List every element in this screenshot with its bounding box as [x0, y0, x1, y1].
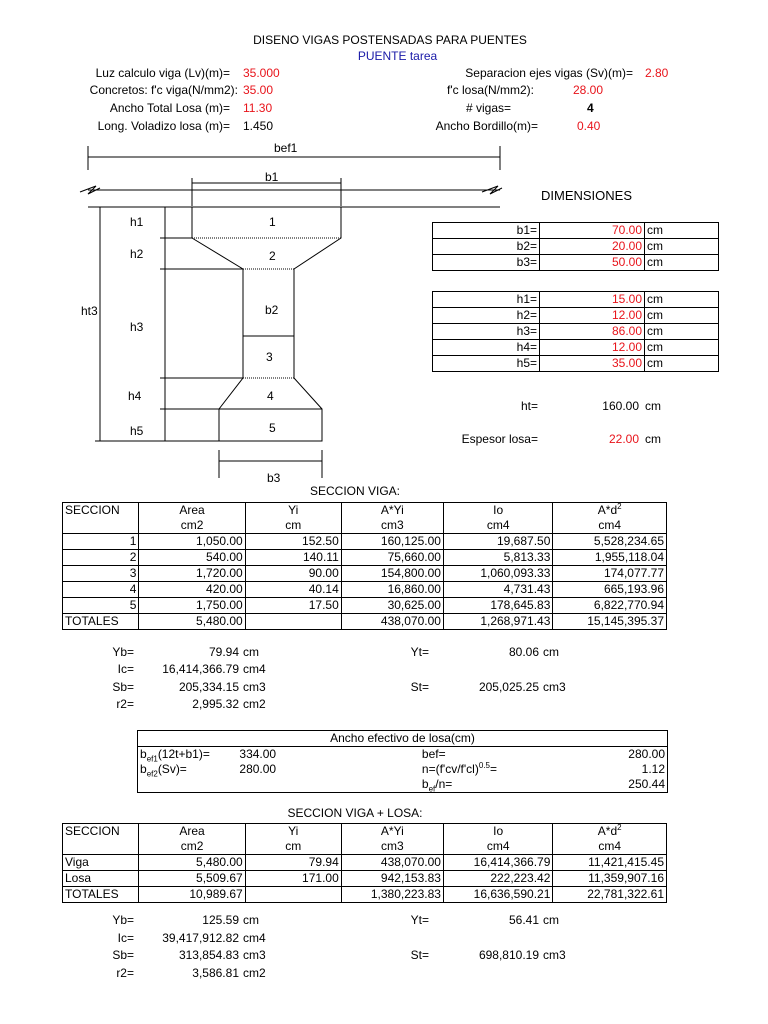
section-5-label: 5	[269, 421, 276, 435]
column-header: Area	[139, 503, 245, 519]
sv-yb-value: 79.94	[208, 645, 239, 659]
sv-ic-value: 16,414,366.79	[162, 662, 239, 676]
dim-h-value: 86.00	[540, 324, 645, 340]
dim-b-row	[433, 223, 719, 239]
dim-b-label: b1=	[433, 223, 540, 239]
fc-viga-value: 35.00	[243, 83, 274, 97]
bef1-formula: $b_{ef1}(12t+b1)=$	[138, 747, 238, 763]
table-cell: 1,050.00	[139, 534, 245, 550]
sv-st-label: St=	[410, 680, 429, 694]
svl-sb-label: Sb=	[112, 948, 134, 962]
table-cell: 90.00	[245, 566, 341, 582]
svl-ic-unit: cm4	[243, 931, 266, 945]
sv-value: 2.80	[645, 66, 669, 80]
table-cell: 174,077.77	[553, 566, 667, 582]
dim-b-row	[433, 239, 719, 255]
bef-value: 280.00	[580, 747, 668, 763]
table-cell: 5,528,234.65	[553, 534, 667, 550]
bef2-value: 280.00	[239, 762, 277, 776]
table-cell: 2	[63, 550, 139, 566]
totals-cell: 438,070.00	[341, 614, 443, 630]
svl-st-label: St=	[410, 948, 429, 962]
espesor-label: Espesor losa=	[461, 432, 538, 446]
b1-label: b1	[265, 170, 279, 184]
column-header: $A*d^2$	[553, 824, 667, 840]
totals-row	[63, 614, 667, 630]
totals-cell: 15,145,395.37	[553, 614, 667, 630]
section-3-label: 3	[266, 350, 273, 364]
table-row	[63, 582, 667, 598]
totals-row	[63, 887, 667, 903]
seccion-viga-table	[62, 502, 667, 630]
h3-label: h3	[130, 320, 144, 334]
dim-h-value: 35.00	[540, 356, 645, 372]
column-header: $A*d^2$	[553, 503, 667, 519]
table-cell: 178,645.83	[443, 598, 552, 614]
dim-h-unit: cm	[645, 340, 719, 356]
svl-st-value: 698,810.19	[478, 948, 539, 962]
seccion-viga-title: SECCION VIGA:	[309, 484, 401, 498]
svl-yt-unit: cm	[543, 913, 559, 927]
dim-h-unit: cm	[645, 308, 719, 324]
column-header: A*Yi	[341, 503, 443, 519]
sv-yt-unit: cm	[543, 645, 559, 659]
svl-ic-value: 39,417,912.82	[162, 931, 239, 945]
totals-cell: 1,268,971.43	[443, 614, 552, 630]
fc-viga-label: Concretos: f'c viga(N/mm2):	[89, 83, 238, 97]
ancho-efectivo-title: Ancho efectivo de losa(cm)	[138, 731, 668, 747]
table-cell: 942,153.83	[341, 871, 443, 887]
dim-h-unit: cm	[645, 324, 719, 340]
dim-h-row	[433, 324, 719, 340]
svl-sb-value: 313,854.83	[178, 948, 239, 962]
sv-ic-label: Ic=	[117, 662, 134, 676]
table-cell: 171.00	[245, 871, 341, 887]
dim-h-value: 12.00	[540, 308, 645, 324]
section-1-label: 1	[269, 215, 276, 229]
bef1-formula-label: (12t+b1)=	[157, 747, 210, 761]
table-cell: 665,193.96	[553, 582, 667, 598]
n-formula: $n=(f'cv/f'cl)^{0.5}=$	[421, 761, 497, 776]
dim-b-value: 20.00	[540, 239, 645, 255]
svl-sb-unit: cm3	[243, 948, 266, 962]
b2-label: b2	[265, 303, 279, 317]
column-header: Yi	[245, 503, 341, 519]
totals-cell: TOTALES	[63, 887, 139, 903]
totals-cell: 16,636,590.21	[443, 887, 552, 903]
svl-yb-value: 125.59	[202, 913, 239, 927]
ancho-value: 11.30	[243, 101, 273, 115]
column-unit: cm4	[443, 518, 552, 534]
sv-sb-value: 205,334.15	[178, 680, 239, 694]
totals-cell: 10,989.67	[139, 887, 245, 903]
column-unit: cm2	[139, 839, 245, 855]
totals-cell	[245, 614, 341, 630]
sv-yt-value: 80.06	[508, 645, 539, 659]
table-cell: 40.14	[245, 582, 341, 598]
luz-value: 35.000	[243, 66, 280, 80]
table-cell: 1,750.00	[139, 598, 245, 614]
table-row	[63, 855, 667, 871]
column-unit: cm2	[139, 518, 245, 534]
dim-h-label: h4=	[433, 340, 540, 356]
ht-unit: cm	[645, 399, 661, 413]
column-unit: cm4	[553, 839, 667, 855]
ancho-label: Ancho Total Losa (m)=	[109, 101, 230, 115]
table-cell: 5,509.67	[139, 871, 245, 887]
dim-b-unit: cm	[645, 255, 719, 271]
column-header: SECCION	[63, 503, 139, 519]
table-cell: 75,660.00	[341, 550, 443, 566]
dim-h-label: h3=	[433, 324, 540, 340]
table-row	[63, 566, 667, 582]
n-formula-label: n=(f'cv/f'cl)	[421, 762, 479, 776]
dim-h-row	[433, 308, 719, 324]
table-cell: 160,125.00	[341, 534, 443, 550]
svl-yb-label: Yb=	[112, 913, 134, 927]
column-header-text: A*d	[597, 824, 618, 838]
nvigas-value: 4	[587, 101, 594, 115]
table-cell: 4	[63, 582, 139, 598]
table-cell: 438,070.00	[341, 855, 443, 871]
column-unit: cm	[245, 518, 341, 534]
h5-label: h5	[130, 424, 144, 438]
dim-b-label: b2=	[433, 239, 540, 255]
table-cell: 1,060,093.33	[443, 566, 552, 582]
svl-st-unit: cm3	[543, 948, 566, 962]
column-unit: cm3	[341, 839, 443, 855]
column-header: Yi	[245, 824, 341, 840]
table-cell: 1	[63, 534, 139, 550]
svl-r2-unit: cm2	[243, 966, 266, 980]
column-unit	[63, 839, 139, 855]
totals-cell: TOTALES	[63, 614, 139, 630]
dim-b-row	[433, 255, 719, 271]
table-cell: 5,813.33	[443, 550, 552, 566]
h1-label: h1	[130, 215, 144, 229]
column-header: A*Yi	[341, 824, 443, 840]
sv-label: Separacion ejes vigas (Sv)(m)=	[465, 66, 633, 80]
column-unit: cm4	[443, 839, 552, 855]
section-4-label: 4	[267, 389, 274, 403]
table-cell: 540.00	[139, 550, 245, 566]
table-row	[63, 534, 667, 550]
sv-st-unit: cm3	[543, 680, 566, 694]
table-cell: 19,687.50	[443, 534, 552, 550]
dimensiones-b-table	[432, 222, 719, 271]
dim-b-unit: cm	[645, 239, 719, 255]
svl-yt-label: Yt=	[410, 913, 429, 927]
bef2-formula: $b_{ef2}(Sv)=$	[138, 762, 238, 777]
totals-cell: 22,781,322.61	[553, 887, 667, 903]
sv-sb-label: Sb=	[112, 680, 134, 694]
table-cell: 3	[63, 566, 139, 582]
column-header: Area	[139, 824, 245, 840]
table-cell: 154,800.00	[341, 566, 443, 582]
befn-formula: $b_{ef}/n=$	[420, 777, 580, 793]
bordillo-label: Ancho Bordillo(m)=	[435, 119, 538, 133]
dim-h-row	[433, 340, 719, 356]
sv-ic-unit: cm4	[243, 662, 266, 676]
espesor-value: 22.00	[608, 432, 639, 446]
svl-yt-value: 56.41	[508, 913, 539, 927]
table-cell: 152.50	[245, 534, 341, 550]
column-header: Io	[443, 824, 552, 840]
column-unit: cm4	[553, 518, 667, 534]
table-cell: 5,480.00	[139, 855, 245, 871]
page-subtitle: PUENTE tarea	[357, 49, 438, 63]
column-header-text: A*d	[597, 503, 618, 517]
espesor-unit: cm	[645, 432, 661, 446]
svl-yb-unit: cm	[243, 913, 259, 927]
bef1-value: 334.00	[239, 747, 277, 761]
dim-h-value: 12.00	[540, 340, 645, 356]
dim-h-label: h5=	[433, 356, 540, 372]
h2-label: h2	[130, 247, 144, 261]
table-row	[63, 598, 667, 614]
dim-h-label: h2=	[433, 308, 540, 324]
bordillo-value: 0.40	[577, 119, 601, 133]
column-header: SECCION	[63, 824, 139, 840]
bef2-formula-label: (Sv)=	[157, 762, 187, 776]
totals-cell: 5,480.00	[139, 614, 245, 630]
table-units-row	[63, 518, 667, 534]
dim-b-unit: cm	[645, 223, 719, 239]
n-exponent: 0.5	[478, 761, 490, 770]
column-header: Io	[443, 503, 552, 519]
bef1-label: bef1	[274, 141, 298, 155]
table-cell: 79.94	[245, 855, 341, 871]
nvigas-label: # vigas=	[465, 101, 511, 115]
table-cell: 5	[63, 598, 139, 614]
voladizo-value: 1.450	[243, 119, 274, 133]
voladizo-label: Long. Voladizo losa (m)=	[97, 119, 230, 133]
totals-cell	[245, 887, 341, 903]
table-cell: 140.11	[245, 550, 341, 566]
dim-h-row	[433, 356, 719, 372]
sv-sb-unit: cm3	[243, 680, 266, 694]
section-2-label: 2	[269, 249, 276, 263]
sv-yt-label: Yt=	[410, 645, 429, 659]
table-cell: 420.00	[139, 582, 245, 598]
dim-h-unit: cm	[645, 292, 719, 308]
table-row	[63, 550, 667, 566]
dim-h-label: h1=	[433, 292, 540, 308]
luz-label: Luz calculo viga (Lv)(m)=	[95, 66, 230, 80]
n-value: 1.12	[580, 762, 668, 777]
b3-label: b3	[267, 471, 281, 485]
sv-st-value: 205,025.25	[478, 680, 539, 694]
befn-formula-label: /n=	[435, 777, 453, 791]
dimensiones-title: DIMENSIONES	[541, 188, 633, 203]
ht-value: 160.00	[602, 399, 639, 413]
fc-losa-label: f'c losa(N/mm2):	[447, 83, 534, 97]
sv-r2-label: r2=	[116, 697, 134, 711]
column-unit: cm	[245, 839, 341, 855]
befn-value: 250.44	[580, 777, 668, 793]
table-cell: 11,421,415.45	[553, 855, 667, 871]
sv-r2-value: 2,995.32	[192, 697, 239, 711]
seccion-viga-losa-table	[62, 823, 667, 903]
table-cell: 222,223.42	[443, 871, 552, 887]
dim-b-label: b3=	[433, 255, 540, 271]
dim-b-value: 50.00	[540, 255, 645, 271]
fc-losa-value: 28.00	[573, 83, 604, 97]
svl-ic-label: Ic=	[117, 931, 134, 945]
ht3-label: ht3	[81, 304, 98, 318]
sv-yb-unit: cm	[243, 645, 259, 659]
seccion-viga-losa-title: SECCION VIGA + LOSA:	[287, 806, 423, 820]
table-cell: 1,955,118.04	[553, 550, 667, 566]
table-cell: Viga	[63, 855, 139, 871]
table-cell: 4,731.43	[443, 582, 552, 598]
dimensiones-h-table	[432, 291, 719, 372]
dim-h-value: 15.00	[540, 292, 645, 308]
ancho-efectivo-table	[137, 730, 668, 793]
table-row	[63, 871, 667, 887]
table-cell: 30,625.00	[341, 598, 443, 614]
svl-r2-label: r2=	[116, 966, 134, 980]
dim-h-unit: cm	[645, 356, 719, 372]
table-cell: 17.50	[245, 598, 341, 614]
dim-h-row	[433, 292, 719, 308]
ht-label: ht=	[520, 399, 538, 413]
svl-r2-value: 3,586.81	[192, 966, 239, 980]
table-cell: 1,720.00	[139, 566, 245, 582]
sv-yb-label: Yb=	[112, 645, 134, 659]
dim-b-value: 70.00	[540, 223, 645, 239]
column-unit	[63, 518, 139, 534]
h4-label: h4	[128, 389, 142, 403]
table-cell: 6,822,770.94	[553, 598, 667, 614]
column-unit: cm3	[341, 518, 443, 534]
table-cell: 16,860.00	[341, 582, 443, 598]
table-cell: 16,414,366.79	[443, 855, 552, 871]
table-header-row	[63, 503, 667, 519]
bef-label: bef=	[421, 747, 446, 761]
totals-cell: 1,380,223.83	[341, 887, 443, 903]
table-cell: Losa	[63, 871, 139, 887]
page-title: DISENO VIGAS POSTENSADAS PARA PUENTES	[253, 33, 527, 47]
sv-r2-unit: cm2	[243, 697, 266, 711]
table-units-row	[63, 839, 667, 855]
table-header-row	[63, 824, 667, 840]
table-cell: 11,359,907.16	[553, 871, 667, 887]
